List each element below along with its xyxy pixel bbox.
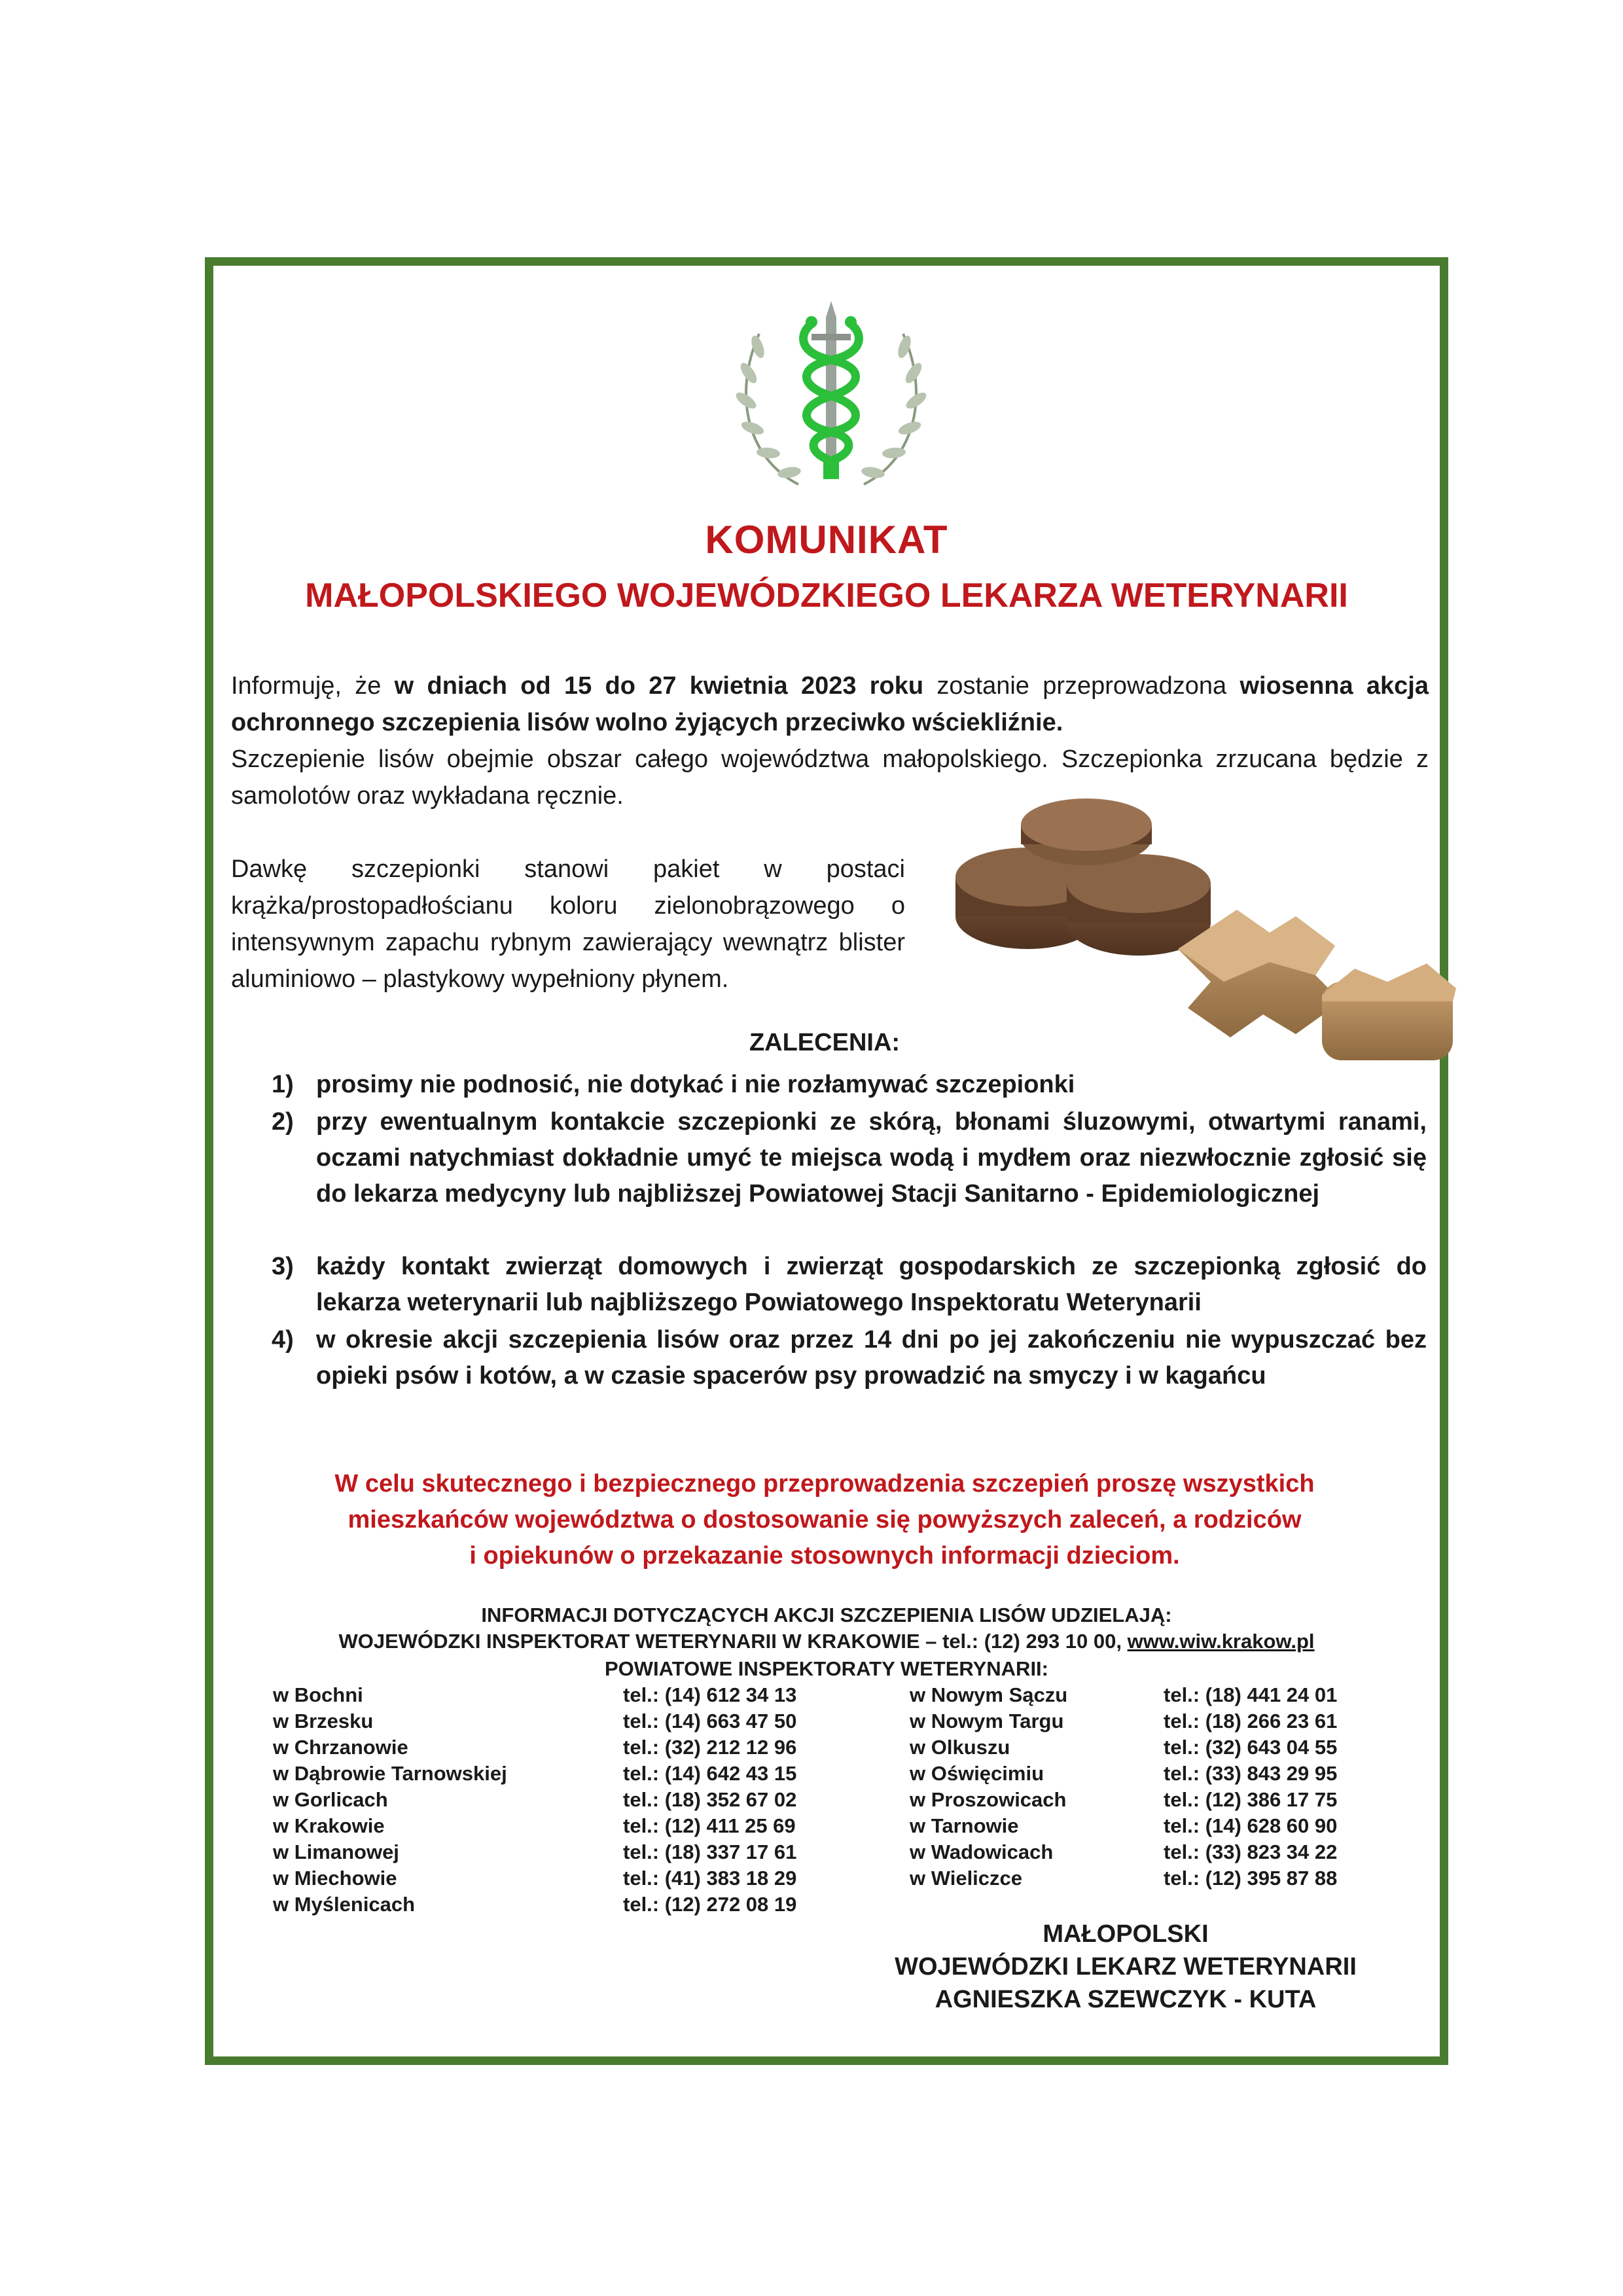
vaccine-bait-image [929,792,1479,1080]
office-name: w Brzesku [273,1710,374,1732]
office-name: w Wadowicach [910,1840,1054,1863]
office-phone: tel.: (12) 411 25 69 [623,1814,796,1837]
dose-paragraph: Dawkę szczepionki stanowi pakiet w postaci krążka/prostopadłościanu koloru zielonobrązowego o intensywnym zapachu rybnym zawierający wewnątrz blister aluminiowo – plastykowy wypełniony płynem. [231,855,905,993]
office-phone: tel.: (18) 352 67 02 [623,1788,797,1811]
intro-campaign: wiosenna akcja ochronnego szczepienia lisów wolno żyjących przeciwko wściekliźnie. [231,672,1429,736]
office-phone: tel.: (12) 395 87 88 [1164,1867,1338,1890]
appeal-line: i opiekunów o przekazanie stosownych informacji dzieciom. [469,1542,1180,1570]
recommendation-item [272,1067,1427,1103]
recommendation-text: przy ewentualnym kontakcie szczepionki ze skórą, błonami śluzowymi, otwartymi ranami, oczami natychmiast dokładnie umyć te miejsca wodą i mydłem oraz niezwłocznie zgłosić się do lekarza medycyny lub najbliższej Powiatowej Stacji Sanitarno - Epidemiologicznej [316,1108,1427,1208]
office-phone: tel.: (33) 843 29 95 [1164,1762,1338,1785]
appeal-line: W celu skutecznego i bezpiecznego przeprowadzenia szczepień proszę wszystkich [334,1470,1315,1498]
appeal-line: mieszkańców województwa o dostosowanie się powyższych zaleceń, a rodziców [348,1506,1302,1534]
office-name: w Proszowicach [910,1788,1067,1811]
office-phone: tel.: (41) 383 18 29 [623,1867,797,1890]
office-phone: tel.: (12) 386 17 75 [1164,1788,1338,1811]
office-name: w Oświęcimiu [910,1762,1044,1785]
recommendations-heading: ZALECENIA: [749,1029,901,1056]
office-name: w Olkuszu [910,1736,1010,1759]
recommendation-number: 1) [272,1071,294,1098]
signature-line: MAŁOPOLSKI [1043,1920,1209,1948]
page-title: KOMUNIKAT [705,518,948,562]
office-name: w Wieliczce [910,1867,1023,1890]
office-name: w Miechowie [273,1867,397,1890]
signature-block [818,1918,1433,2016]
office-name: w Tarnowie [910,1814,1019,1837]
signature-line: WOJEWÓDZKI LEKARZ WETERYNARII [895,1953,1357,1981]
recommendation-number: 3) [272,1253,294,1280]
office-phone: tel.: (18) 337 17 61 [623,1840,797,1863]
info-heading: INFORMACJI DOTYCZĄCYCH AKCJI SZCZEPIENIA LISÓW UDZIELAJĄ: [481,1604,1172,1626]
appeal-text [262,1466,1387,1574]
intro-text-2: zostanie przeprowadzona [923,672,1240,700]
office-name: w Bochni [273,1683,363,1706]
office-name: w Limanowej [273,1840,399,1863]
intro-text: Informuję, że [231,672,395,700]
recommendation-text: prosimy nie podnosić, nie dotykać i nie rozłamywać szczepionki [316,1071,1075,1098]
office-phone: tel.: (18) 441 24 01 [1164,1683,1338,1706]
veterinary-emblem-icon [720,288,942,497]
intro-area: Szczepienie lisów obejmie obszar całego województwa małopolskiego. Szczepionka zrzucana będzie z samolotów oraz wykładana ręcznie. [231,745,1429,810]
office-name: w Gorlicach [273,1788,388,1811]
office-phone: tel.: (14) 612 34 13 [623,1683,797,1706]
wiw-website-link[interactable]: www.wiw.krakow.pl [1127,1630,1315,1653]
office-phone: tel.: (32) 212 12 96 [623,1736,797,1759]
office-phone: tel.: (14) 663 47 50 [623,1710,797,1732]
office-name: w Chrzanowie [273,1736,408,1759]
office-name: w Nowym Sączu [910,1683,1068,1706]
office-name: w Myślenicach [273,1893,416,1916]
intro-dates: w dniach od 15 do 27 kwietnia 2023 roku [394,672,924,700]
office-name: w Krakowie [273,1814,385,1837]
recommendation-item [272,1249,1427,1321]
office-phone: tel.: (33) 823 34 22 [1164,1840,1338,1863]
recommendation-item [272,1104,1427,1212]
office-phone: tel.: (32) 643 04 55 [1164,1736,1338,1759]
office-phone: tel.: (14) 642 43 15 [623,1762,797,1785]
recommendation-number: 2) [272,1108,294,1136]
signature-name: AGNIESZKA SZEWCZYK - KUTA [935,1986,1317,2013]
piw-heading: POWIATOWE INSPEKTORATY WETERYNARII: [604,1657,1048,1680]
office-phone: tel.: (12) 272 08 19 [623,1893,797,1916]
recommendation-text: każdy kontakt zwierząt domowych i zwierząt gospodarskich ze szczepionką zgłosić do lekarza weterynarii lub najbliższego Powiatowego Inspektoratu Weterynarii [316,1253,1427,1316]
office-name: w Dąbrowie Tarnowskiej [273,1762,507,1785]
wiw-contact [205,1628,1448,1655]
wiw-label: WOJEWÓDZKI INSPEKTORAT WETERYNARII W KRAKOWIE – tel.: (12) 293 10 00, [338,1630,1128,1653]
office-phone: tel.: (18) 266 23 61 [1164,1710,1338,1732]
office-phone: tel.: (14) 628 60 90 [1164,1814,1338,1837]
office-name: w Nowym Targu [910,1710,1064,1732]
page-subtitle: MAŁOPOLSKIEGO WOJEWÓDZKIEGO LEKARZA WETERYNARII [305,577,1348,615]
recommendation-text: w okresie akcji szczepienia lisów oraz przez 14 dni po jej zakończeniu nie wypuszczać bez opieki psów i kotów, a w czasie spacerów psy prowadzić na smyczy i w kagańcu [316,1326,1427,1390]
recommendation-number: 4) [272,1326,294,1354]
recommendation-item [272,1322,1427,1394]
